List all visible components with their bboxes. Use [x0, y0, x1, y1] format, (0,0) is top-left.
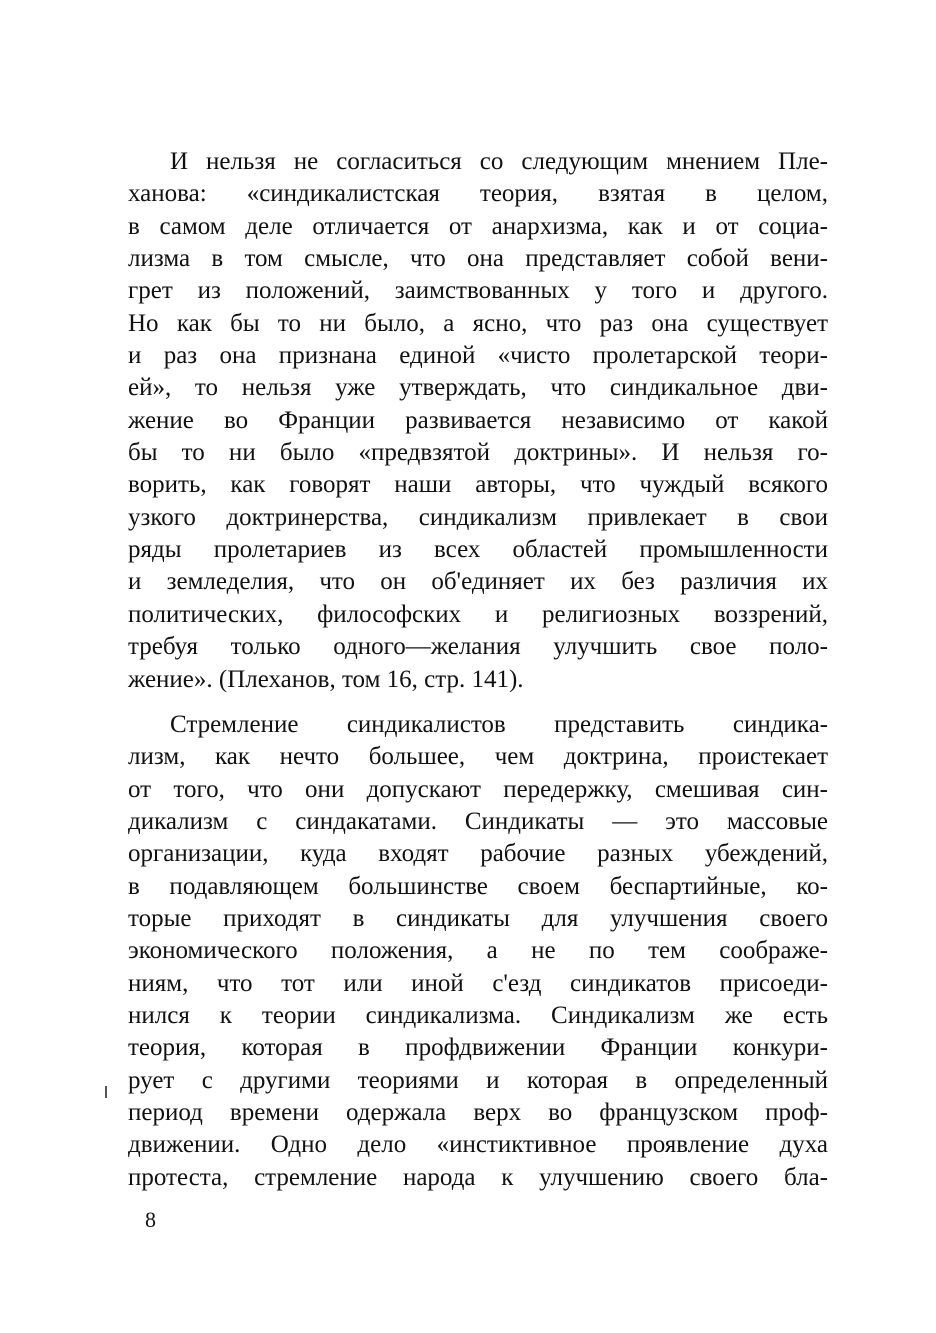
text-line: нился к теории синдикализма. Синдикализм же есть	[128, 1001, 828, 1029]
text-line: экономического положения, а не по тем соображе-	[128, 937, 828, 965]
text-line: жение». (Плеханов, том 16, стр. 141).	[128, 665, 524, 693]
text-line: бы то ни было «предвзятой доктрины». И нельзя го-	[128, 439, 828, 467]
text-line: ханова: «синдикалистская теория, взятая в целом,	[128, 180, 828, 208]
text-line: ей», то нельзя уже утверждать, что синдикальное дви-	[128, 374, 828, 402]
text-line: жение во Франции развивается независимо от какой	[128, 406, 828, 434]
paragraph-gap	[128, 696, 828, 709]
text-line: Но как бы то ни было, а ясно, что раз она существует	[128, 309, 828, 337]
text-line: И нельзя не согласиться со следующим мнением Пле-	[170, 148, 828, 175]
body-text	[128, 146, 828, 1194]
text-line: ряды пролетариев из всех областей промышленности	[128, 536, 828, 564]
text-line: период времени одержала верх во французском проф-	[128, 1098, 828, 1126]
paragraph-2	[128, 709, 828, 1194]
text-line: торые приходят в синдикаты для улучшения своего	[128, 904, 828, 932]
text-line: теория, которая в профдвижении Франции конкури-	[128, 1034, 828, 1062]
text-line: дикализм с синдакатами. Синдикаты — это массовые	[128, 807, 828, 835]
margin-mark	[105, 1086, 107, 1098]
text-line: требуя только одного—желания улучшить свое поло-	[128, 633, 828, 661]
paragraph-1	[128, 146, 828, 696]
text-line: грет из положений, заимствованных у того и другого.	[128, 277, 828, 305]
text-line: движении. Одно дело «инстиктивное проявление духа	[128, 1131, 828, 1159]
text-line: Стремление синдикалистов представить синдика-	[170, 710, 828, 738]
text-line: и раз она признана единой «чисто пролетарской теори-	[128, 342, 828, 370]
text-line: лизма в том смысле, что она представляет собой вени-	[128, 245, 828, 273]
text-line: организации, куда входят рабочие разных убеждений,	[128, 840, 828, 868]
text-line: лизм, как нечто большее, чем доктрина, проистекает	[128, 743, 828, 771]
text-line: в подавляющем большинстве своем беспартийные, ко-	[128, 872, 828, 900]
text-line: от того, что они допускают передержку, смешивая син-	[128, 775, 828, 803]
text-line: ворить, как говорят наши авторы, что чуждый всякого	[128, 471, 828, 499]
text-line: рует с другими теориями и которая в определенный	[128, 1066, 828, 1094]
text-line: ниям, что тот или иной с'езд синдикатов присоеди-	[128, 969, 828, 997]
text-line: узкого доктринерства, синдикализм привлекает в свои	[128, 503, 828, 531]
text-line: политических, философских и религиозных воззрений,	[128, 600, 828, 628]
text-line: протеста, стремление народа к улучшению своего бла-	[128, 1163, 828, 1191]
page-number: 8	[145, 1207, 156, 1232]
text-line: и земледелия, что он об'единяет их без различия их	[128, 568, 828, 596]
text-line: в самом деле отличается от анархизма, как и от социа-	[128, 212, 828, 240]
